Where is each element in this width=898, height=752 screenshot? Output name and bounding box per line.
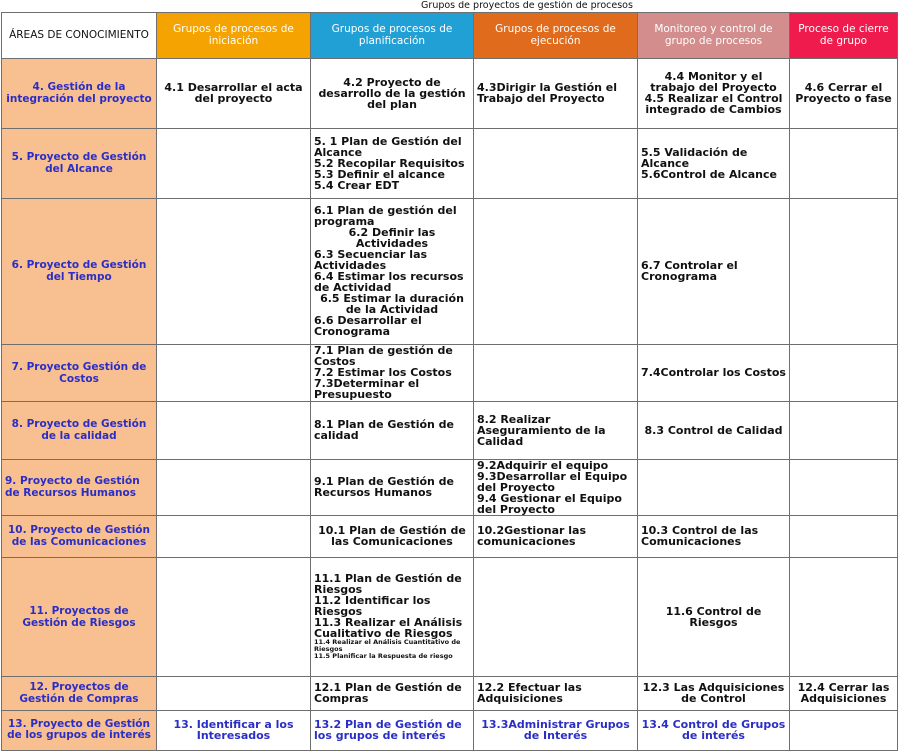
cell-10-ejecucion: 10.2Gestionar las comunicaciones <box>474 515 638 557</box>
item: 4.4 Monitor y el trabajo del Proyecto <box>650 70 777 94</box>
cell-12-inicio <box>157 676 311 710</box>
cell-8-monitoreo: 8.3 Control de Calidad <box>638 401 790 459</box>
cell-5-ejecucion <box>474 128 638 198</box>
area-11: 11. Proyectos de Gestión de Riesgos <box>2 557 157 676</box>
cell-4-monitoreo <box>638 58 790 128</box>
cell-11-ejecucion <box>474 557 638 676</box>
area-8: 8. Proyecto de Gestión de la calidad <box>2 401 157 459</box>
cell-12-cierre: 12.4 Cerrar las Adquisiciones <box>790 676 898 710</box>
area-9: 9. Proyecto de Gestión de Recursos Humanos <box>2 459 157 515</box>
cell-4-inicio: 4.1 Desarrollar el acta del proyecto <box>157 58 311 128</box>
item: 11.4 Realizar el Análisis Cuantitativo de Riesgos <box>314 638 461 653</box>
cell-6-monitoreo <box>638 198 790 344</box>
cell-6-cierre <box>790 198 898 344</box>
cell-12-monitoreo: 12.3 Las Adquisiciones de Control <box>638 676 790 710</box>
cell-12-planificacion: 12.1 Plan de Gestión de Compras <box>311 676 474 710</box>
header-cierre: Proceso de cierre de grupo <box>790 12 898 58</box>
cell-6-inicio <box>157 198 311 344</box>
item: 5.2 Recopilar Requisitos <box>314 156 465 170</box>
item: 6.3 Secuenciar las Actividades <box>314 248 428 272</box>
item: 9.2Adquirir el equipo <box>477 459 609 472</box>
cell-6-planificacion <box>311 198 474 344</box>
cell-5-cierre <box>790 128 898 198</box>
cell-11-planificacion <box>311 557 474 676</box>
cell-9-monitoreo <box>638 459 790 515</box>
header-planificacion: Grupos de procesos de planificación <box>311 12 474 58</box>
cell-8-planificacion: 8.1 Plan de Gestión de calidad <box>311 401 474 459</box>
cell-9-cierre <box>790 459 898 515</box>
item: 7.2 Estimar los Costos <box>314 366 452 379</box>
cell-10-inicio <box>157 515 311 557</box>
item: 9.4 Gestionar el Equipo del Proyecto <box>477 491 622 515</box>
item: 11.5 Planificar la Respuesta de riesgo <box>314 652 453 660</box>
item: 6.4 Estimar los recursos de Actividad <box>314 270 464 294</box>
cell-13-inicio: 13. Identificar a los Interesados <box>157 710 311 750</box>
area-12: 12. Proyectos de Gestión de Compras <box>2 676 157 710</box>
cell-7-cierre <box>790 344 898 401</box>
area-10: 10. Proyecto de Gestión de las Comunicaciones <box>2 515 157 557</box>
cell-8-inicio <box>157 401 311 459</box>
item: 5.5 Validación de Alcance <box>641 145 748 170</box>
cell-13-planificacion: 13.2 Plan de Gestión de los grupos de interés <box>311 710 474 750</box>
cell-7-planificacion <box>311 344 474 401</box>
header-areas: ÁREAS DE CONOCIMIENTO <box>2 12 157 58</box>
item: 7.4Controlar los Costos <box>641 366 786 379</box>
item: 11.2 Identificar los Riesgos <box>314 594 431 618</box>
cell-12-ejecucion: 12.2 Efectuar las Adquisiciones <box>474 676 638 710</box>
cell-13-cierre <box>790 710 898 750</box>
cell-7-ejecucion <box>474 344 638 401</box>
area-13: 13. Proyecto de Gestión de los grupos de interés <box>2 710 157 750</box>
cell-11-cierre <box>790 557 898 676</box>
cell-10-cierre <box>790 515 898 557</box>
item: 5.4 Crear EDT <box>314 178 400 192</box>
cell-4-cierre: 4.6 Cerrar el Proyecto o fase <box>790 58 898 128</box>
cell-8-ejecucion: 8.2 Realizar Aseguramiento de la Calidad <box>474 401 638 459</box>
item: 7.3Determinar el Presupuesto <box>314 377 420 401</box>
item: 6.6 Desarrollar el Cronograma <box>314 314 422 338</box>
area-7: 7. Proyecto Gestión de Costos <box>2 344 157 401</box>
cell-9-ejecucion <box>474 459 638 515</box>
cell-13-monitoreo: 13.4 Control de Grupos de interés <box>638 710 790 750</box>
header-inicio: Grupos de procesos de iniciación <box>157 12 311 58</box>
area-5: 5. Proyecto de Gestión del Alcance <box>2 128 157 198</box>
cell-6-ejecucion <box>474 198 638 344</box>
corner-blank <box>2 1 157 12</box>
cell-4-planificacion: 4.2 Proyecto de desarrollo de la gestión del plan <box>311 58 474 128</box>
cell-11-monitoreo: 11.6 Control de Riesgos <box>638 557 790 676</box>
cell-5-inicio <box>157 128 311 198</box>
area-6: 6. Proyecto de Gestión del Tiempo <box>2 198 157 344</box>
cell-4-ejecucion: 4.3Dirigir la Gestión el Trabajo del Proyecto <box>474 58 638 128</box>
item: 9.3Desarrollar el Equipo del Proyecto <box>477 469 628 494</box>
item: 6.2 Definir las Actividades <box>348 226 436 250</box>
item: 11.1 Plan de Gestión de Riesgos <box>314 572 462 596</box>
item: 5.3 Definir el alcance <box>314 167 445 181</box>
header-ejecucion: Grupos de procesos de ejecución <box>474 12 638 58</box>
cell-11-inicio <box>157 557 311 676</box>
item: 7.1 Plan de gestión de Costos <box>314 344 453 368</box>
item: 6.5 Estimar la duración de la Actividad <box>320 292 464 316</box>
cell-7-monitoreo <box>638 344 790 401</box>
cell-7-inicio <box>157 344 311 401</box>
cell-8-cierre <box>790 401 898 459</box>
cell-9-inicio <box>157 459 311 515</box>
cell-9-planificacion: 9.1 Plan de Gestión de Recursos Humanos <box>311 459 474 515</box>
cell-10-monitoreo: 10.3 Control de las Comunicaciones <box>638 515 790 557</box>
item: 6.1 Plan de gestión del programa <box>314 204 457 228</box>
item: 4.5 Realizar el Control integrado de Cambios <box>644 92 783 116</box>
knowledge-areas-table <box>1 1 898 751</box>
area-4: 4. Gestión de la integración del proyecto <box>2 58 157 128</box>
super-title: Grupos de proyectos de gestión de procesos <box>157 1 898 12</box>
header-monitoreo: Monitoreo y control de grupo de procesos <box>638 12 790 58</box>
item: 5.6Control de Alcance <box>641 167 777 181</box>
item: 6.7 Controlar el Cronograma <box>641 259 738 283</box>
cell-5-planificacion <box>311 128 474 198</box>
item: 5. 1 Plan de Gestión del Alcance <box>314 134 462 159</box>
cell-13-ejecucion: 13.3Administrar Grupos de Interés <box>474 710 638 750</box>
cell-5-monitoreo <box>638 128 790 198</box>
item: 11.3 Realizar el Análisis Cualitativo de Riesgos <box>314 616 463 640</box>
cell-10-planificacion: 10.1 Plan de Gestión de las Comunicaciones <box>311 515 474 557</box>
